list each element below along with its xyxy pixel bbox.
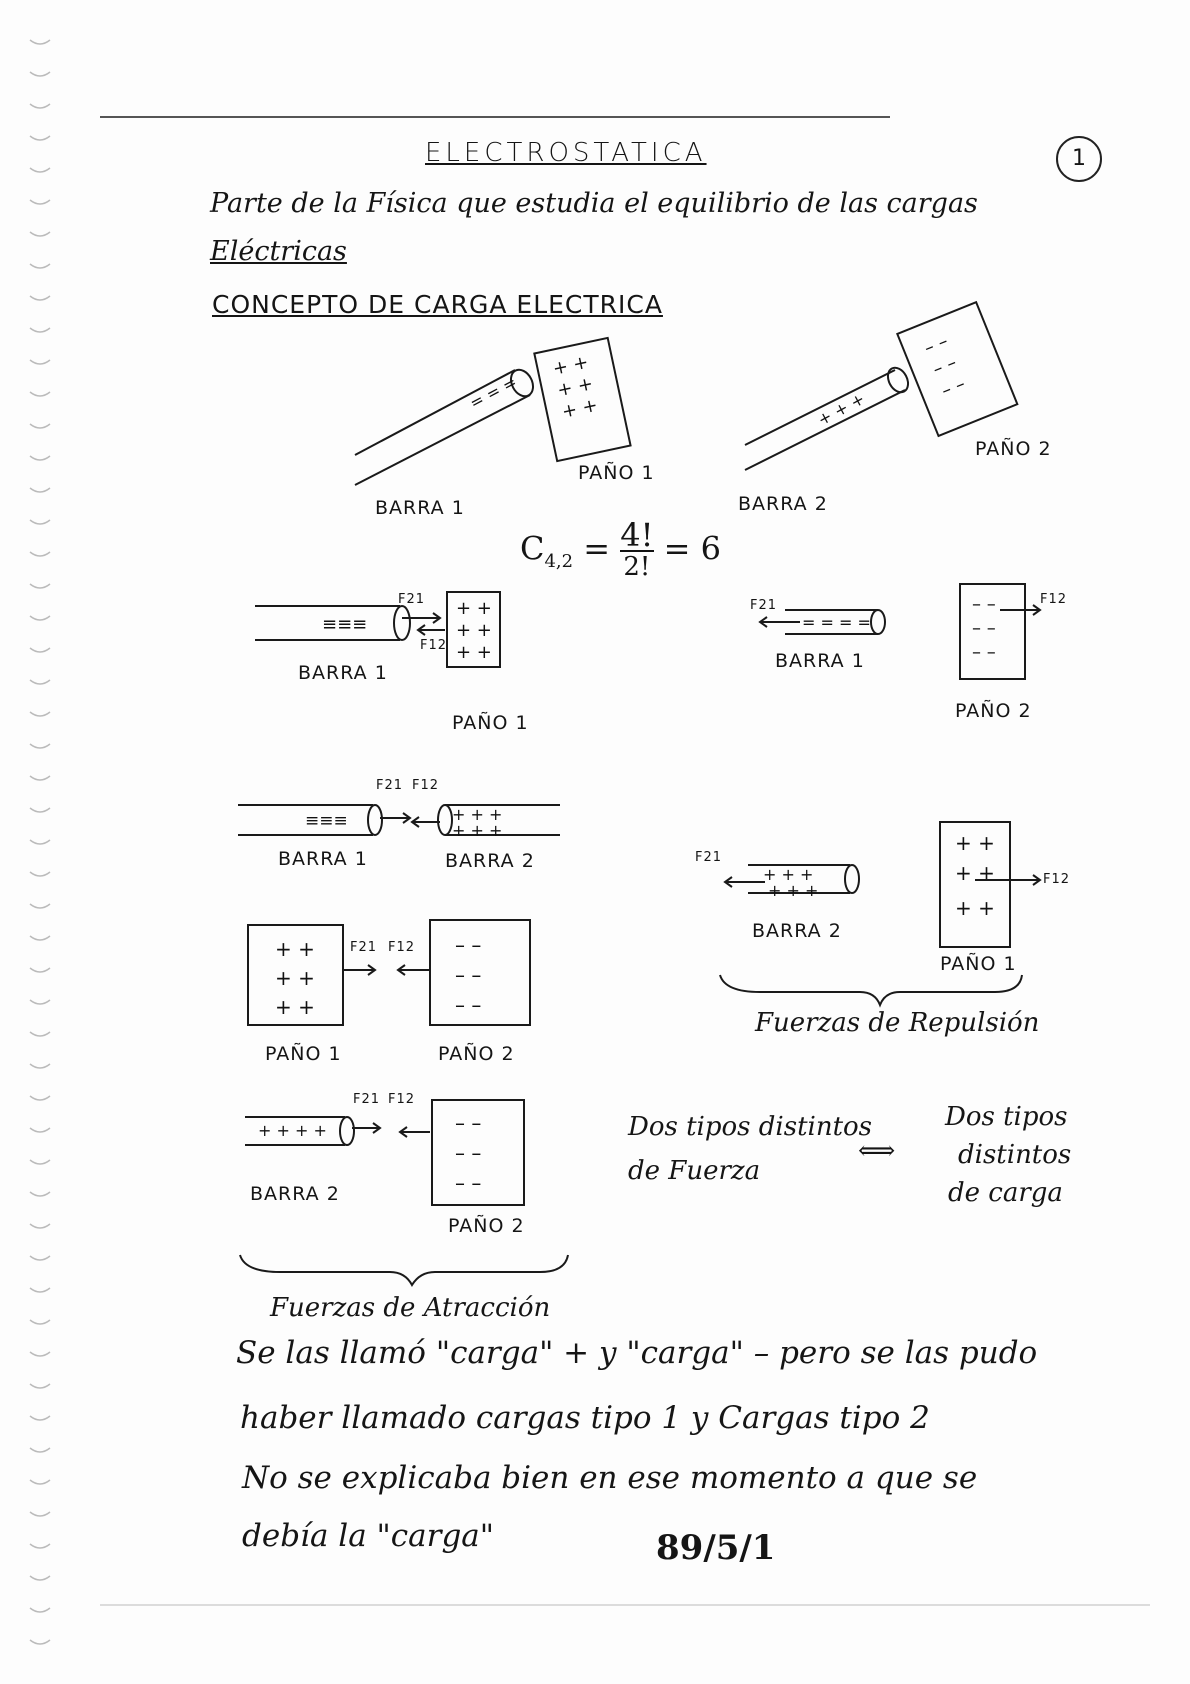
rod-2-horizontal-d: [725, 865, 859, 900]
brace-repulsion: [720, 975, 1022, 1005]
note-line-4: debía la "carga": [242, 1518, 495, 1554]
formula-eq: =: [583, 529, 611, 568]
svg-text:+ + +: + + +: [452, 821, 503, 840]
label-pano-1-fig4: PAÑO 1: [265, 1043, 342, 1065]
svg-text:– –: – –: [921, 330, 951, 359]
combination-formula: [520, 516, 722, 582]
svg-text:– –: – –: [455, 1171, 482, 1195]
label-f21-fig4: F21: [350, 940, 378, 955]
formula-result: = 6: [663, 529, 722, 568]
definition-line-1: Parte de la Física que estudia el equilibrio de las cargas: [210, 188, 978, 219]
svg-text:+ + + +: + + + +: [258, 1121, 327, 1140]
label-f21-fig3: F21: [376, 778, 404, 793]
svg-text:+ +: + +: [955, 896, 995, 920]
svg-text:– –: – –: [455, 1111, 482, 1135]
label-pano-2-fig1: PAÑO 2: [975, 438, 1052, 460]
svg-text:+ +: + +: [456, 620, 492, 641]
svg-text:+ +: + +: [955, 831, 995, 855]
note-line-2: haber llamado cargas tipo 1 y Cargas tipo 2: [240, 1400, 930, 1436]
formula-den: 2!: [623, 552, 651, 582]
label-barra-2-fig3b: BARRA 2: [752, 920, 842, 942]
svg-text:+ +: + +: [275, 937, 315, 961]
formula-lhs: C: [520, 529, 545, 568]
label-pano-1-fig3b: PAÑO 1: [940, 953, 1017, 975]
section-heading: CONCEPTO DE CARGA ELECTRICA: [212, 290, 663, 319]
statement-right-a: Dos tipos: [945, 1102, 1068, 1132]
label-f12-fig2b: F12: [1040, 592, 1068, 607]
note-line-1: Se las llamó "carga" + y "carga" – pero se las pudo: [236, 1335, 1038, 1371]
svg-text:– –: – –: [455, 933, 482, 957]
label-barra-1-fig2b: BARRA 1: [775, 650, 865, 672]
svg-text:+ +: + +: [456, 642, 492, 663]
label-f12-fig5: F12: [388, 1092, 416, 1107]
svg-text:+ +: + +: [955, 861, 995, 885]
label-barra-1-fig2: BARRA 1: [298, 662, 388, 684]
svg-text:+ + +: + + +: [452, 805, 503, 824]
brace-attraction: [240, 1255, 568, 1285]
svg-text:– –: – –: [972, 642, 996, 663]
svg-text:+ +: + +: [560, 394, 600, 423]
label-pano-2-fig5: PAÑO 2: [448, 1215, 525, 1237]
label-barra-1-fig1: BARRA 1: [375, 497, 465, 519]
equivalence-arrow: ⟺: [858, 1136, 896, 1166]
svg-text:+ +: + +: [555, 373, 595, 402]
svg-text:– –: – –: [455, 993, 482, 1017]
svg-text:– –: – –: [929, 351, 960, 381]
label-barra-2-fig1: BARRA 2: [738, 493, 828, 515]
label-f12-fig4: F12: [388, 940, 416, 955]
caption-repulsion: Fuerzas de Repulsión: [755, 1008, 1040, 1038]
page-title: ELECTROSTATICA: [425, 138, 707, 168]
cloth-1-tilted: [534, 338, 630, 461]
rod-2-horizontal-c: [412, 805, 560, 840]
svg-text:= = =: = = =: [466, 372, 520, 413]
rod-2-diagonal: [745, 364, 912, 470]
label-pano-2-fig4: PAÑO 2: [438, 1043, 515, 1065]
rod-1-diagonal: [355, 366, 537, 485]
label-f21-fig2: F21: [398, 592, 426, 607]
rod-1-horizontal-c: [238, 805, 410, 835]
svg-text:– –: – –: [938, 373, 969, 402]
label-f21-fig2b: F21: [750, 598, 778, 613]
svg-text:= = = =: = = = =: [802, 613, 871, 632]
formula-num: 4!: [620, 516, 654, 554]
svg-text:– –: – –: [455, 963, 482, 987]
svg-text:+ +: + +: [275, 966, 315, 990]
caption-attraction: Fuerzas de Atracción: [270, 1293, 551, 1323]
definition-line-2: Eléctricas: [210, 236, 347, 267]
label-f21-fig5: F21: [353, 1092, 381, 1107]
svg-text:+ +: + +: [456, 598, 492, 619]
label-f12-fig3b: F12: [1043, 872, 1071, 887]
date-mark: 89/5/1: [656, 1528, 776, 1568]
statement-left-b: de Fuerza: [628, 1156, 761, 1186]
label-barra-2-fig3: BARRA 2: [445, 850, 535, 872]
label-f12-fig3: F12: [412, 778, 440, 793]
statement-right-c: de carga: [948, 1178, 1063, 1208]
label-pano-1-fig2: PAÑO 1: [452, 712, 529, 734]
svg-text:– –: – –: [972, 594, 996, 615]
label-pano-1-fig1: PAÑO 1: [578, 462, 655, 484]
svg-text:+ + +: + + +: [763, 865, 814, 884]
svg-text:≡≡≡: ≡≡≡: [322, 614, 368, 635]
note-line-3: No se explicaba bien en ese momento a que se: [242, 1460, 978, 1496]
svg-text:≡≡≡: ≡≡≡: [305, 811, 348, 831]
label-f12-fig2: F12: [420, 638, 448, 653]
label-pano-2-fig2b: PAÑO 2: [955, 700, 1032, 722]
label-barra-1-fig3: BARRA 1: [278, 848, 368, 870]
label-barra-2-fig5: BARRA 2: [250, 1183, 340, 1205]
cloth-2-tilted: [897, 302, 1017, 436]
label-f21-fig3b: F21: [695, 850, 723, 865]
svg-text:+ + +: + + +: [768, 881, 819, 900]
svg-text:– –: – –: [455, 1141, 482, 1165]
rod-2-horizontal-e: [245, 1117, 430, 1145]
statement-right-b: distintos: [958, 1140, 1072, 1170]
rod-1-horizontal-b: [760, 610, 885, 634]
svg-text:– –: – –: [972, 618, 996, 639]
svg-text:+ +: + +: [550, 351, 591, 380]
svg-text:+ + +: + + +: [814, 388, 868, 430]
svg-text:+ +: + +: [275, 995, 315, 1019]
formula-sub: 4,2: [544, 550, 574, 572]
rod-1-horizontal-a: [255, 606, 410, 640]
page-number: 1: [1056, 136, 1102, 182]
statement-left-a: Dos tipos distintos: [628, 1112, 873, 1142]
